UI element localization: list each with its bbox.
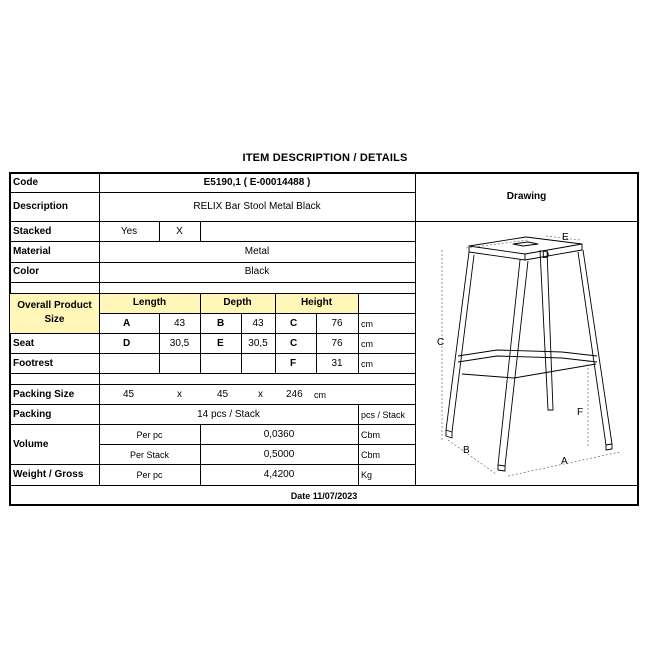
packing-x2: x [258, 389, 263, 400]
seat-unit: cm [361, 339, 373, 349]
page-title: ITEM DESCRIPTION / DETAILS [242, 152, 408, 164]
packing-length: 45 [123, 389, 135, 400]
weight-unit: Kg [361, 470, 373, 480]
material-value: Metal [244, 246, 270, 257]
dim-f-value: 31 [331, 358, 343, 369]
weight-per-pc-label: Per pc [136, 470, 163, 480]
stacked-label: Stacked [13, 226, 52, 237]
dim-e-value: 30,5 [248, 338, 268, 349]
footrest-unit: cm [361, 359, 373, 369]
dim-e-letter: E [217, 338, 224, 349]
overall-label-2: Size [44, 314, 65, 325]
volume-label: Volume [13, 439, 49, 450]
footrest-label: Footrest [13, 358, 53, 369]
volume-unit-1: Cbm [361, 430, 381, 440]
packing-height: 246 [286, 389, 303, 400]
color-value: Black [244, 266, 270, 277]
dim-label-b: B [463, 445, 470, 456]
code-label: Code [13, 177, 38, 188]
packing-x1: x [177, 389, 182, 400]
volume-per-stack-label: Per Stack [129, 450, 169, 460]
description-label: Description [13, 201, 69, 212]
seat-c-value: 76 [331, 338, 343, 349]
date-stamp: Date 11/07/2023 [290, 491, 358, 501]
dim-a-value: 43 [173, 318, 186, 329]
stacked-mark: X [176, 226, 183, 237]
packing-size-unit: cm [314, 390, 326, 400]
weight-label: Weight / Gross [13, 469, 84, 480]
dim-label-f: F [577, 407, 584, 418]
dim-label-e: E [562, 232, 569, 243]
drawing-label: Drawing [506, 191, 547, 202]
volume-unit-2: Cbm [361, 450, 381, 460]
dim-label-d: D [542, 250, 550, 261]
packing-size-label: Packing Size [13, 389, 75, 400]
seat-c-letter: C [290, 338, 298, 349]
color-label: Color [13, 266, 40, 277]
volume-per-stack-value: 0,5000 [263, 449, 295, 460]
weight-value: 4,4200 [263, 469, 295, 480]
material-label: Material [13, 246, 51, 257]
dim-c-value: 76 [331, 318, 343, 329]
dim-d-letter: D [123, 338, 131, 349]
packing-label: Packing [13, 409, 52, 420]
stacked-yes: Yes [120, 226, 138, 237]
overall-unit: cm [361, 319, 373, 329]
description-value: RELIX Bar Stool Metal Black [193, 201, 321, 212]
packing-value: 14 pcs / Stack [197, 409, 260, 420]
packing-unit: pcs / Stack [361, 410, 406, 420]
dim-b-letter: B [217, 318, 225, 329]
seat-label: Seat [13, 338, 35, 349]
dim-label-c: C [437, 337, 445, 348]
dim-a-letter: A [123, 318, 131, 329]
code-value: E5190,1 ( E-00014488 ) [203, 177, 311, 188]
dim-b-value: 43 [252, 318, 264, 329]
dim-d-value: 30,5 [169, 338, 190, 349]
height-header: Height [300, 297, 333, 308]
volume-per-pc-value: 0,0360 [263, 429, 295, 440]
overall-label-1: Overall Product [17, 300, 92, 311]
volume-per-pc-label: Per pc [136, 430, 163, 440]
length-header: Length [132, 297, 167, 308]
stool-drawing [415, 222, 637, 484]
dim-f-letter: F [290, 358, 297, 369]
dim-c-letter: C [290, 318, 298, 329]
depth-header: Depth [223, 297, 252, 308]
packing-width: 45 [217, 389, 229, 400]
dim-label-a: A [561, 456, 568, 467]
